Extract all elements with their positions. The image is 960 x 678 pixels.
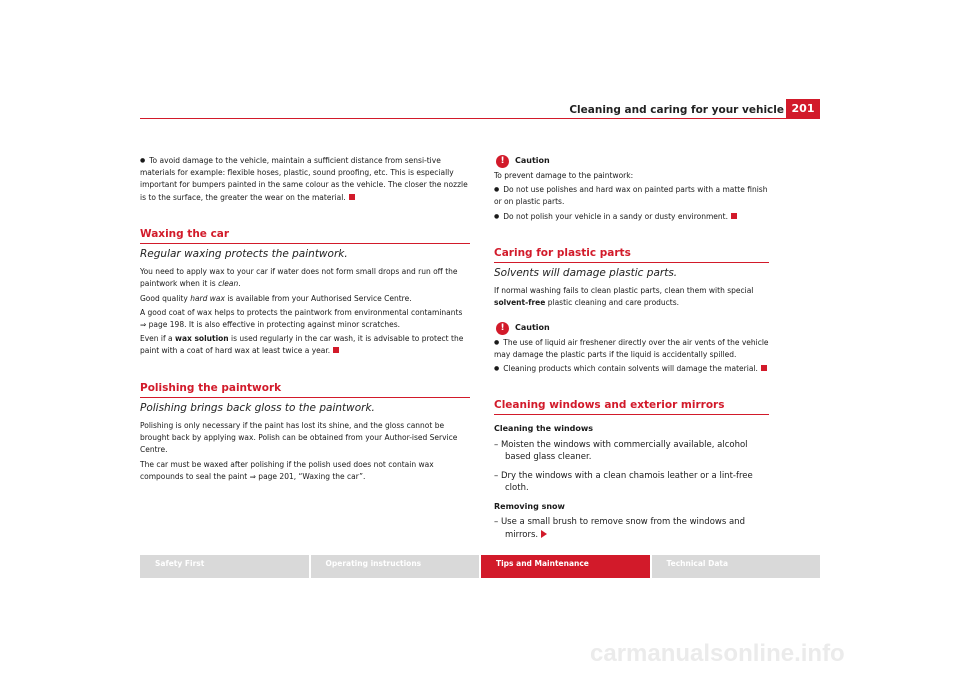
caution-icon: ! [496, 155, 509, 168]
caution-label: Caution [515, 323, 550, 333]
windows-step-3: – Use a small brush to remove snow from the windows and mirrors. [494, 517, 745, 540]
end-mark-icon [333, 347, 339, 353]
caution-bullet-2: ● Do not polish your vehicle in a sandy or dusty environment. [494, 211, 769, 223]
right-column [494, 155, 769, 547]
header-rule [140, 118, 820, 119]
end-mark-icon [731, 213, 737, 219]
end-mark-icon [761, 365, 767, 371]
waxing-paragraph-2: Good quality hard wax is available from your Authorised Service Centre. [140, 293, 412, 303]
continue-arrow-icon [541, 530, 547, 538]
caution-bullet-1: ● Do not use polishes and hard wax on painted parts with a matte finish or on plastic parts. [494, 184, 769, 208]
caution-bullet-1: ● The use of liquid air freshener directly over the air vents of the vehicle may damage the plastic parts if the liquid is accidentally spilled. [494, 337, 769, 361]
watermark: carmanualsonline.info [590, 640, 845, 667]
section-heading-plastic: Caring for plastic parts [494, 247, 769, 263]
intro-bullet: ● To avoid damage to the vehicle, maintain a sufficient distance from sensi-tive materials for example: flexible hoses, plastic, sound proofing, etc. This is especially important for bumpers painted in the same colour as the vehicle. The closer the nozzle is to the surface, the greater the wear on the material. [140, 155, 470, 204]
windows-subhead-cleaning: Cleaning the windows [494, 424, 594, 434]
caution-intro: To prevent damage to the paintwork: [494, 171, 634, 180]
windows-step-2: – Dry the windows with a clean chamois leather or a lint-free cloth. [494, 470, 753, 494]
caution-header [494, 155, 769, 168]
section-subheading-polishing: Polishing brings back gloss to the paintwork. [140, 401, 375, 414]
waxing-paragraph-4: Even if a wax solution is used regularly in the car wash, it is advisable to protect the paint with a coat of hard wax at least twice a year. [140, 334, 464, 356]
end-mark-icon [349, 194, 355, 200]
caution-icon: ! [496, 322, 509, 335]
footer-tab-operating-instructions[interactable]: Operating instructions [311, 555, 480, 578]
windows-subhead-snow: Removing snow [494, 502, 565, 512]
waxing-paragraph-3: A good coat of wax helps to protects the paintwork from environmental contaminants ⇒ page 198. It is also effective in protecting against minor scratches. [140, 307, 463, 330]
section-subheading-waxing: Regular waxing protects the paintwork. [140, 248, 348, 261]
footer-tab-technical-data[interactable]: Technical Data [652, 555, 821, 578]
section-subheading-plastic: Solvents will damage plastic parts. [494, 267, 678, 280]
waxing-paragraph-1: You need to apply wax to your car if water does not form small drops and run off the paintwork when it is clean. [140, 267, 458, 289]
plastic-paragraph: If normal washing fails to clean plastic parts, clean them with special solvent-free plastic cleaning and care products. [494, 286, 754, 308]
page-number: 201 [786, 99, 820, 118]
section-heading-waxing: Waxing the car [140, 228, 470, 244]
caution-label: Caution [515, 156, 550, 166]
section-heading-windows: Cleaning windows and exterior mirrors [494, 399, 769, 415]
page-header-title: Cleaning and caring for your vehicle [569, 104, 784, 116]
section-heading-polishing: Polishing the paintwork [140, 382, 470, 398]
footer-tab-safety-first[interactable]: Safety First [140, 555, 309, 578]
left-column [140, 155, 470, 485]
polishing-paragraph-2: The car must be waxed after polishing if the polish used does not contain wax compounds to seal the paint ⇒ page 201, “Waxing the car”. [140, 459, 434, 481]
footer-nav [140, 555, 820, 578]
polishing-paragraph-1: Polishing is only necessary if the paint has lost its shine, and the gloss cannot be brought back by applying wax. Polish can be obtained from your Author-ised Service Centre. [140, 421, 458, 455]
windows-step-1: – Moisten the windows with commercially available, alcohol based glass cleaner. [494, 439, 748, 463]
footer-tab-tips-and-maintenance[interactable]: Tips and Maintenance [481, 555, 650, 578]
caution-bullet-2: ● Cleaning products which contain solvents will damage the material. [494, 363, 769, 375]
caution-header [494, 322, 769, 335]
